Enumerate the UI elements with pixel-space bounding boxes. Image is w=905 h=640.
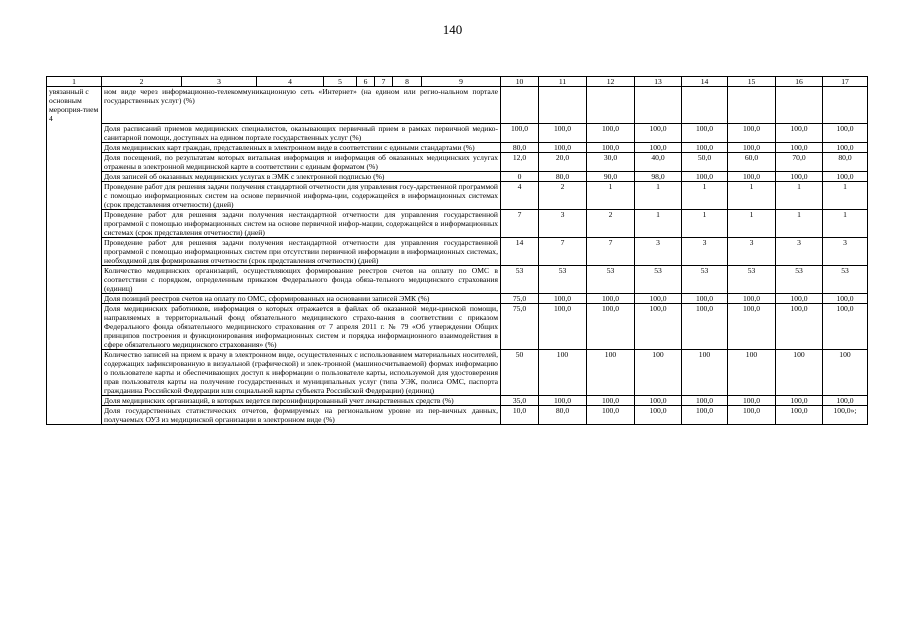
value-cell	[776, 87, 823, 124]
group-cell	[47, 237, 102, 265]
value-cell: 100,0	[539, 293, 587, 303]
value-cell: 0	[501, 171, 539, 181]
value-cell: 1	[728, 209, 776, 237]
value-cell: 53	[682, 265, 728, 293]
value-cell: 100,0	[635, 142, 682, 152]
header-cell: 5	[324, 77, 357, 87]
value-cell: 20,0	[539, 152, 587, 171]
value-cell: 53	[776, 265, 823, 293]
value-cell: 90,0	[587, 171, 635, 181]
value-cell: 1	[635, 181, 682, 209]
indicator-text: Проведение работ для решения задачи получения нестандартной отчетности для управления государственной программой с помощью информационных систем при отсутствии первичной информации в информационных системах, необходимой для формирования отчетности (срок представления отчетности) (дней)	[102, 237, 501, 265]
value-cell: 53	[501, 265, 539, 293]
header-cell: 9	[422, 77, 501, 87]
value-cell: 53	[587, 265, 635, 293]
value-cell: 3	[823, 237, 868, 265]
value-cell: 100,0»;	[823, 405, 868, 424]
value-cell: 100,0	[682, 303, 728, 349]
value-cell: 10,0	[501, 405, 539, 424]
value-cell: 100,0	[728, 293, 776, 303]
value-cell: 100,0	[587, 395, 635, 405]
value-cell: 100,0	[587, 303, 635, 349]
value-cell: 100	[539, 349, 587, 395]
value-cell: 100,0	[501, 123, 539, 142]
group-cell	[47, 395, 102, 405]
value-cell	[501, 87, 539, 124]
group-cell	[47, 265, 102, 293]
value-cell: 80,0	[539, 405, 587, 424]
value-cell	[823, 87, 868, 124]
value-cell: 60,0	[728, 152, 776, 171]
value-cell: 100,0	[587, 142, 635, 152]
value-cell: 3	[776, 237, 823, 265]
group-cell	[47, 349, 102, 395]
value-cell: 1	[823, 209, 868, 237]
table-row	[47, 181, 868, 209]
header-cell: 3	[182, 77, 257, 87]
indicator-text: Доля записей об оказанных медицинских услугах в ЭМК с электронной подписью (%)	[102, 171, 501, 181]
value-cell: 100,0	[682, 405, 728, 424]
value-cell: 1	[682, 181, 728, 209]
group-cell	[47, 152, 102, 171]
indicator-text: Доля расписаний приемов медицинских специалистов, оказывающих первичный прием в рамках первичной медико-санитарной помощи, доступных на едином портале государственных услуг (%)	[102, 123, 501, 142]
value-cell: 100	[823, 349, 868, 395]
value-cell: 2	[539, 181, 587, 209]
value-cell: 40,0	[635, 152, 682, 171]
table-row	[47, 237, 868, 265]
value-cell: 100,0	[776, 293, 823, 303]
indicator-text: Доля позиций реестров счетов на оплату по ОМС, сформированных на основании записей ЭМК (%)	[102, 293, 501, 303]
value-cell: 1	[776, 181, 823, 209]
value-cell: 100,0	[587, 123, 635, 142]
value-cell: 30,0	[587, 152, 635, 171]
value-cell: 100,0	[823, 293, 868, 303]
table-row	[47, 171, 868, 181]
value-cell: 100,0	[635, 293, 682, 303]
value-cell: 80,0	[823, 152, 868, 171]
indicator-text: Доля посещений, по результатам которых витальная информация и информация об оказанных медицинских услугах отражены в электронной медицинской карте в соответствии с единым форматом (%)	[102, 152, 501, 171]
group-cell	[47, 209, 102, 237]
indicator-table	[46, 76, 868, 425]
page-number: 140	[442, 22, 463, 37]
value-cell: 100,0	[823, 395, 868, 405]
value-cell: 100,0	[776, 303, 823, 349]
indicator-text: Проведение работ для решения задачи получения стандартной отчетности для управления госу-дарственной программой с помощью информационных систем на основе первичной информа-ции, содержащейся в информационных системах (срок представления отчетности) (дней)	[102, 181, 501, 209]
value-cell: 100,0	[823, 171, 868, 181]
value-cell: 100,0	[823, 142, 868, 152]
value-cell: 70,0	[776, 152, 823, 171]
value-cell: 7	[587, 237, 635, 265]
value-cell: 100,0	[635, 405, 682, 424]
value-cell: 100,0	[682, 395, 728, 405]
value-cell: 100,0	[728, 123, 776, 142]
value-cell: 100,0	[823, 303, 868, 349]
value-cell: 75,0	[501, 303, 539, 349]
value-cell: 100,0	[539, 142, 587, 152]
value-cell: 100,0	[728, 303, 776, 349]
value-cell: 100,0	[682, 293, 728, 303]
value-cell: 2	[587, 209, 635, 237]
value-cell: 75,0	[501, 293, 539, 303]
value-cell: 53	[539, 265, 587, 293]
value-cell: 100,0	[823, 123, 868, 142]
value-cell: 1	[728, 181, 776, 209]
value-cell: 50	[501, 349, 539, 395]
table-row	[47, 87, 868, 124]
value-cell: 7	[539, 237, 587, 265]
table-row	[47, 293, 868, 303]
value-cell: 100	[587, 349, 635, 395]
table-row	[47, 209, 868, 237]
header-cell: 4	[257, 77, 324, 87]
indicator-text: Количество записей на прием к врачу в электронном виде, осуществленных с использованием материальных носителей, содержащих зафиксированную в визуальной (графической) и элек-тронной (машиносчитываемой) формах информацию о пользователе карты и обеспечивающих доступ к информации о пользователе карты, используемой для удостоверения прав пользователя карты на получение государственных и муниципальных услуг (типа УЭК, полиса ОМС, паспорта гражданина Российской Федерации или социальной карты субъекта Российской Федерации) (единиц)	[102, 349, 501, 395]
value-cell: 100,0	[728, 171, 776, 181]
indicator-text: ном виде через информационно-телекоммуникационную сеть «Интернет» (на едином или регио-нальном портале государственных услуг) (%)	[102, 87, 501, 124]
value-cell: 100,0	[776, 142, 823, 152]
value-cell: 12,0	[501, 152, 539, 171]
group-cell	[47, 293, 102, 303]
value-cell	[635, 87, 682, 124]
table-row	[47, 303, 868, 349]
group-cell	[47, 123, 102, 142]
header-cell: 7	[375, 77, 393, 87]
header-cell: 11	[539, 77, 587, 87]
value-cell: 14	[501, 237, 539, 265]
value-cell: 100,0	[728, 405, 776, 424]
value-cell: 1	[635, 209, 682, 237]
value-cell: 100,0	[539, 395, 587, 405]
value-cell: 100,0	[587, 293, 635, 303]
value-cell: 53	[635, 265, 682, 293]
value-cell: 100,0	[587, 405, 635, 424]
value-cell	[682, 87, 728, 124]
group-label: увязанный с основным мероприя-тием 4	[47, 87, 102, 124]
value-cell: 53	[823, 265, 868, 293]
value-cell: 100,0	[682, 123, 728, 142]
group-cell	[47, 181, 102, 209]
header-row	[47, 77, 868, 87]
value-cell: 100,0	[776, 171, 823, 181]
value-cell: 98,0	[635, 171, 682, 181]
indicator-text: Доля государственных статистических отчетов, формируемых на региональном уровне из пер-вичных данных, получаемых ОУЗ из медицинской организации в электронном виде (%)	[102, 405, 501, 424]
value-cell: 100,0	[776, 405, 823, 424]
value-cell: 1	[587, 181, 635, 209]
value-cell: 100,0	[776, 395, 823, 405]
value-cell: 100,0	[539, 123, 587, 142]
group-cell	[47, 405, 102, 424]
value-cell: 4	[501, 181, 539, 209]
value-cell: 100,0	[728, 395, 776, 405]
value-cell: 100,0	[635, 123, 682, 142]
value-cell: 100	[635, 349, 682, 395]
value-cell: 100	[682, 349, 728, 395]
value-cell: 80,0	[539, 171, 587, 181]
value-cell: 7	[501, 209, 539, 237]
value-cell: 100	[728, 349, 776, 395]
value-cell: 3	[682, 237, 728, 265]
header-cell: 16	[776, 77, 823, 87]
value-cell: 100,0	[539, 303, 587, 349]
value-cell: 100,0	[682, 171, 728, 181]
value-cell: 3	[635, 237, 682, 265]
value-cell	[587, 87, 635, 124]
value-cell: 35,0	[501, 395, 539, 405]
table-row	[47, 123, 868, 142]
value-cell: 3	[728, 237, 776, 265]
header-cell: 6	[357, 77, 375, 87]
table-row	[47, 142, 868, 152]
table-row	[47, 405, 868, 424]
header-cell: 1	[47, 77, 102, 87]
value-cell: 100,0	[776, 123, 823, 142]
header-cell: 12	[587, 77, 635, 87]
header-cell: 13	[635, 77, 682, 87]
header-cell: 17	[823, 77, 868, 87]
header-cell: 8	[393, 77, 422, 87]
value-cell: 80,0	[501, 142, 539, 152]
group-cell	[47, 171, 102, 181]
value-cell: 3	[539, 209, 587, 237]
table-row	[47, 349, 868, 395]
group-cell	[47, 142, 102, 152]
value-cell: 100	[776, 349, 823, 395]
indicator-text: Доля медицинских работников, информация о которых отражается в файлах об оказанной меди-цинской помощи, направляемых в территориальный фонд обязательного медицинского страхо-вания в соответствии с приказом Федерального фонда обязательного медицинского страхования от 7 апреля 2011 г. № 79 «Об утверждении Общих принципов построения и функционирования информационных систем и порядка информационного взаимодействия в сфере обязательного медицинского страхования» (%)	[102, 303, 501, 349]
value-cell	[539, 87, 587, 124]
header-cell: 15	[728, 77, 776, 87]
header-cell: 10	[501, 77, 539, 87]
value-cell	[728, 87, 776, 124]
indicator-text: Количество медицинских организаций, осуществляющих формирование реестров счетов на оплату по ОМС в соответствии с порядком, определенным приказом Федерального фонда обяза-тельного медицинского страхования (единиц)	[102, 265, 501, 293]
value-cell: 1	[776, 209, 823, 237]
value-cell: 100,0	[635, 303, 682, 349]
table-row	[47, 395, 868, 405]
indicator-text: Проведение работ для решения задачи получения нестандартной отчетности для управления государственной программой с помощью информационных систем на основе первичной инфор-мации, содержащейся в информационных системах (срок представления отчетности) (дней)	[102, 209, 501, 237]
value-cell: 1	[682, 209, 728, 237]
header-cell: 2	[102, 77, 182, 87]
value-cell: 100,0	[682, 142, 728, 152]
table-row	[47, 265, 868, 293]
header-cell: 14	[682, 77, 728, 87]
value-cell: 50,0	[682, 152, 728, 171]
indicator-text: Доля медицинских карт граждан, представленных в электронном виде в соответствии с едиными стандартами (%)	[102, 142, 501, 152]
group-cell	[47, 303, 102, 349]
value-cell: 100,0	[728, 142, 776, 152]
table-row	[47, 152, 868, 171]
value-cell: 53	[728, 265, 776, 293]
value-cell: 1	[823, 181, 868, 209]
value-cell: 100,0	[635, 395, 682, 405]
indicator-text: Доля медицинских организаций, в которых ведется персонифицированный учет лекарственных средств (%)	[102, 395, 501, 405]
